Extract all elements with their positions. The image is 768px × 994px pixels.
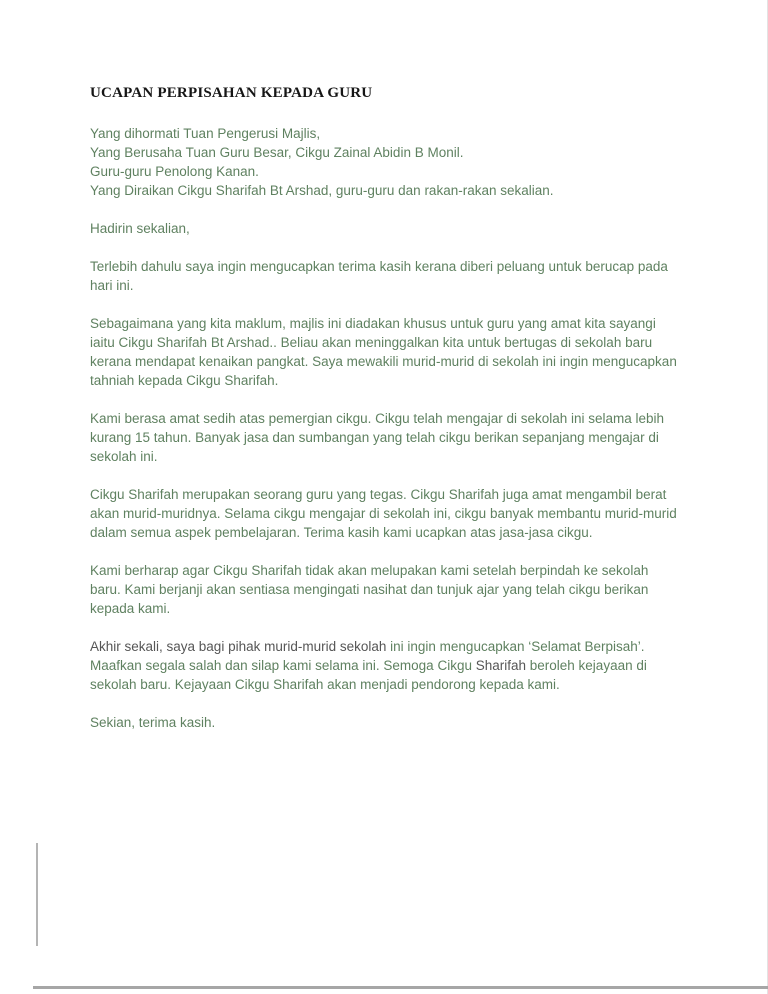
paragraph [90,637,680,694]
text-segment: beroleh kejayaan di sekolah baru. Kejayaan Cikgu Sharifah akan menjadi pendorong kepada kami. [90,658,647,692]
text-segment: Yang Diraikan Cikgu Sharifah Bt Arshad, guru-guru dan rakan-rakan sekalian. [90,183,554,198]
document-title: UCAPAN PERPISAHAN KEPADA GURU [90,85,373,101]
paragraph [90,561,680,618]
text-segment: Kami berharap agar Cikgu Sharifah tidak akan melupakan kami setelah berpindah ke sekolah baru. Kami berjanji akan sentiasa mengingati nasihat dan tunjuk ajar yang telah cikgu berikan kepada kami. [90,563,649,616]
paragraph [90,485,680,542]
paragraph [90,257,680,295]
text-segment: Sharifah [475,658,527,673]
document-body [90,124,680,732]
paragraph [90,219,680,238]
text-segment: Yang dihormati Tuan Pengerusi Majlis, [90,126,321,141]
scan-artifact-left-line [36,843,38,946]
text-segment: Cikgu Sharifah merupakan seorang guru yang tegas. Cikgu Sharifah juga amat mengambil berat akan murid-muridnya. Selama cikgu mengajar di sekolah ini, cikgu banyak membantu murid-murid dalam semua aspek pembelajaran. Terima kasih kami ucapkan atas jasa-jasa cikgu. [90,487,677,540]
paragraph [90,713,680,732]
paragraph [90,409,680,466]
paragraph [90,124,680,200]
text-segment: Yang Berusaha Tuan Guru Besar, Cikgu Zainal Abidin B Monil. [90,145,464,160]
text-segment: Guru-guru Penolong Kanan. [90,164,259,179]
document-content [90,85,680,751]
text-segment: Sekian, terima kasih. [90,715,216,730]
text-segment: Hadirin sekalian, [90,221,190,236]
scan-artifact-bottom-line [33,986,768,989]
text-segment: ini ingin mengucapkan ‘Selamat Berpisah’. Maafkan segala salah dan silap kami selama ini. Semoga Cikgu [90,639,645,673]
paragraph [90,314,680,390]
text-segment: Kami berasa amat sedih atas pemergian cikgu. Cikgu telah mengajar di sekolah ini selama lebih kurang 15 tahun. Banyak jasa dan sumbangan yang telah cikgu berikan sepanjang mengajar di sekolah ini. [90,411,665,464]
text-segment: Terlebih dahulu saya ingin mengucapkan terima kasih kerana diberi peluang untuk berucap pada hari ini. [90,259,668,293]
text-segment: Sebagaimana yang kita maklum, majlis ini diadakan khusus untuk guru yang amat kita sayangi iaitu Cikgu Sharifah Bt Arshad.. Beliau akan meninggalkan kita untuk bertugas di sekolah baru kerana mendapat kenaikan pangkat. Saya mewakili murid-murid di sekolah ini ingin mengucapkan tahniah kepada Cikgu Sharifah. [90,316,677,388]
text-segment: Akhir sekali, saya bagi pihak murid-murid sekolah [90,639,391,654]
